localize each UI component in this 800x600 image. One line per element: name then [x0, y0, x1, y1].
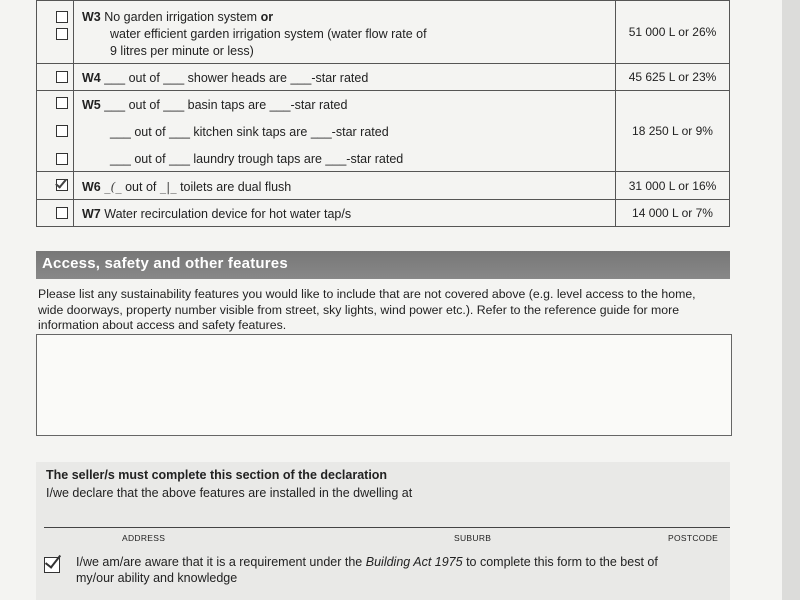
w3-amount: 51 000 L or 26%: [616, 1, 730, 64]
w5-description: [74, 91, 616, 172]
w5-line3: ___ out of ___ laundry trough taps are ___-star rated: [110, 152, 404, 166]
w3-description: [74, 1, 616, 64]
aware-post: to complete this form to the best of: [466, 555, 658, 569]
w3-code: W3: [82, 10, 101, 24]
w6-amount: 31 000 L or 16%: [616, 172, 730, 200]
address-line[interactable]: [44, 527, 730, 528]
w4-description: [74, 64, 616, 91]
table-row: [37, 172, 730, 200]
checkbox-cell: [37, 200, 74, 227]
water-features-table: [36, 0, 730, 227]
act-name: Building Act 1975: [365, 555, 463, 569]
section-header-bar: [36, 251, 730, 279]
w5-code: W5: [82, 98, 101, 112]
w5-checkbox-basin[interactable]: [56, 97, 68, 109]
awareness-statement: [76, 554, 726, 586]
w7-checkbox[interactable]: [56, 207, 68, 219]
table-row: [37, 91, 730, 172]
w4-text: ___ out of ___ shower heads are ___-star rated: [104, 71, 369, 85]
w3-line3: 9 litres per minute or less): [110, 44, 254, 58]
address-label: ADDRESS: [122, 533, 166, 543]
w7-text: Water recirculation device for hot water tap/s: [104, 207, 352, 221]
declaration-section: [36, 462, 730, 600]
declaration-statement: I/we declare that the above features are installed in the dwelling at: [46, 486, 413, 500]
w6-code: W6: [82, 180, 101, 194]
w3-checkbox-1[interactable]: [56, 11, 68, 23]
w5-amount: 18 250 L or 9%: [616, 91, 730, 172]
table-row: [37, 64, 730, 91]
awareness-checkbox-checked[interactable]: [44, 557, 60, 573]
w4-checkbox[interactable]: [56, 71, 68, 83]
w5-line1: ___ out of ___ basin taps are ___-star rated: [104, 98, 348, 112]
access-instructions: [38, 287, 728, 334]
w7-code: W7: [82, 207, 101, 221]
w6-handwritten-count: _(_: [104, 179, 122, 194]
w3-or: or: [260, 10, 274, 24]
section-title: Access, safety and other features: [42, 255, 288, 272]
features-text-area[interactable]: [36, 334, 732, 436]
w4-amount: 45 625 L or 23%: [616, 64, 730, 91]
declaration-title: The seller/s must complete this section of the declaration: [46, 468, 388, 482]
w6-description: [74, 172, 616, 200]
instruction-line-2: wide doorways, property number visible from street, sky lights, wind power etc.). Refer to the reference guide for more: [38, 302, 680, 317]
w3-checkbox-2[interactable]: [56, 28, 68, 40]
w6-out-of: out of: [125, 180, 157, 194]
checkbox-cell: [37, 91, 74, 172]
checkbox-cell: [37, 172, 74, 200]
instruction-line-3: information about access and safety features.: [38, 318, 287, 332]
aware-pre: I/we am/are aware that it is a requirement under the: [76, 555, 363, 569]
table-row: [37, 200, 730, 227]
w7-description: [74, 200, 616, 227]
w3-line2: water efficient garden irrigation system (water flow rate of: [110, 27, 427, 41]
scan-edge: [782, 0, 800, 600]
w3-line1: No garden irrigation system: [104, 10, 258, 24]
aware-line2: my/our ability and knowledge: [76, 571, 238, 585]
w4-code: W4: [82, 71, 101, 85]
suburb-label: SUBURB: [454, 533, 492, 543]
checkbox-cell: [37, 1, 74, 64]
instruction-line-1: Please list any sustainability features you would like to include that are not covered above (e.g. level access to the home,: [38, 287, 696, 301]
w5-line2: ___ out of ___ kitchen sink taps are ___-star rated: [110, 125, 389, 139]
w5-checkbox-laundry[interactable]: [56, 153, 68, 165]
w6-checkbox-checked[interactable]: [56, 179, 68, 191]
w5-checkbox-kitchen[interactable]: [56, 125, 68, 137]
w6-end: toilets are dual flush: [180, 180, 292, 194]
checkbox-cell: [37, 64, 74, 91]
w6-handwritten-total: _|_: [159, 179, 177, 194]
postcode-label: POSTCODE: [668, 533, 719, 543]
w7-amount: 14 000 L or 7%: [616, 200, 730, 227]
table-row: [37, 1, 730, 64]
